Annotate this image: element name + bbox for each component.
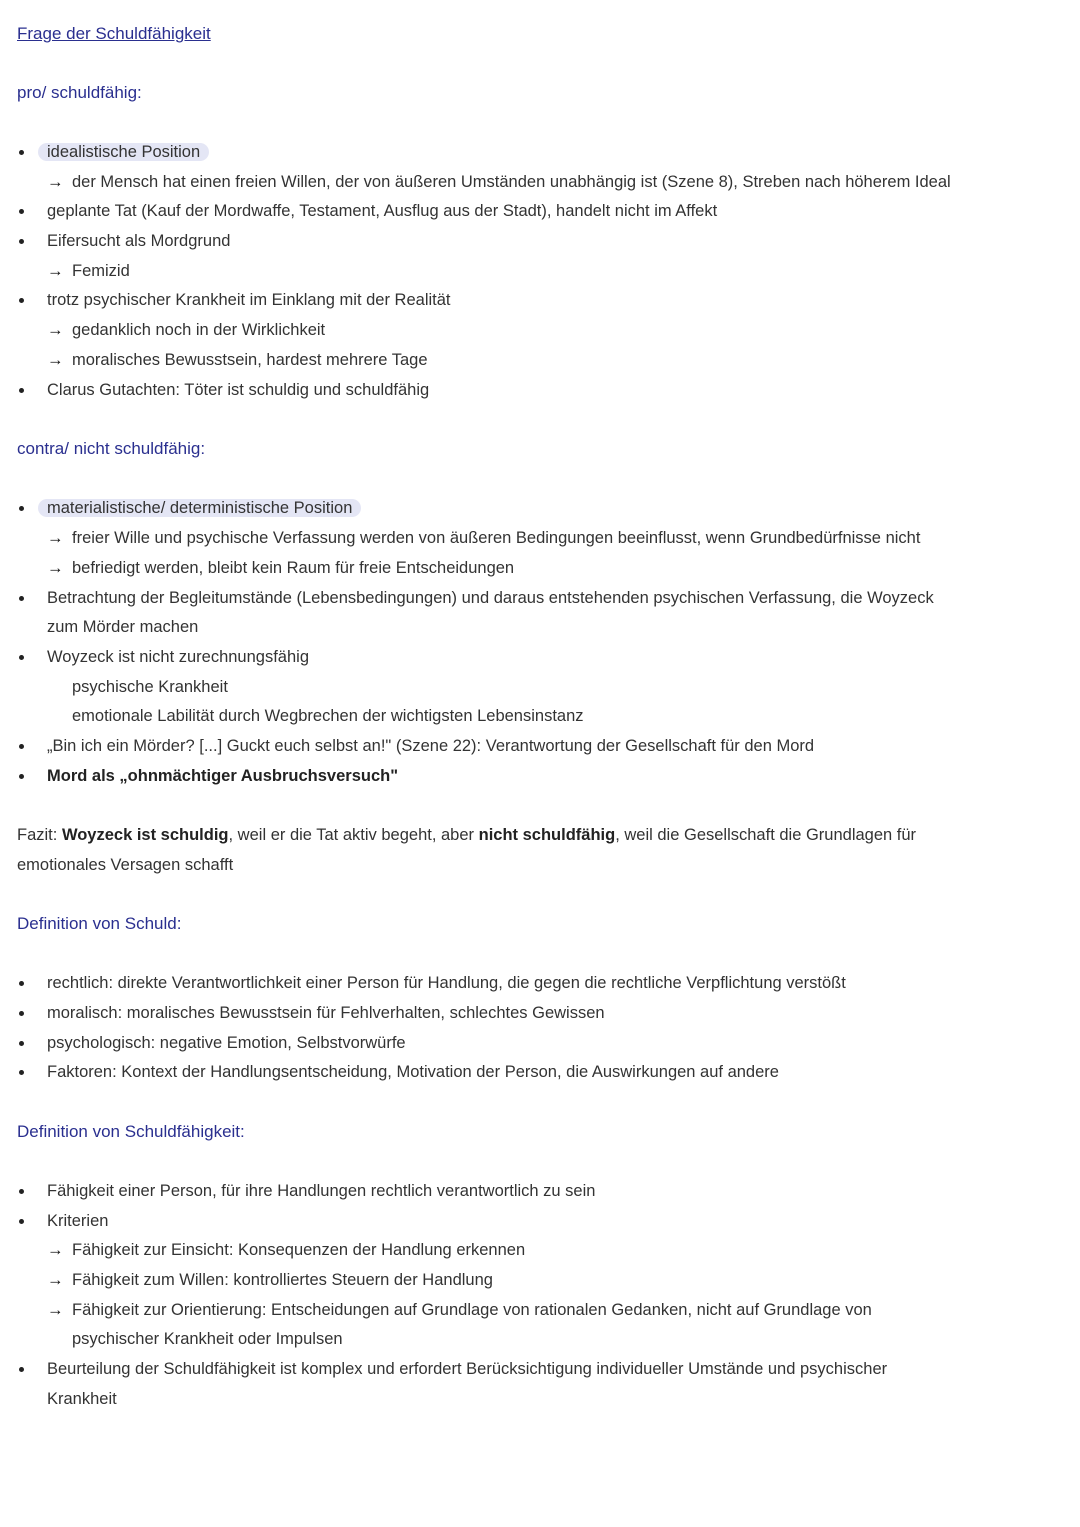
page-title[interactable]: Frage der Schuldfähigkeit <box>17 24 211 43</box>
fazit-line-1 <box>17 824 916 846</box>
schuld-bullet-2: moralisch: moralisches Bewusstsein für Fehlverhalten, schlechtes Gewissen <box>47 1004 605 1022</box>
pro-arrow-1 <box>47 171 951 193</box>
pro-heading: pro/ schuldfähig: <box>17 83 142 102</box>
schuldfaehigkeit-arrow-2 <box>47 1269 493 1291</box>
contra-bullet-2-cont: zum Mörder machen <box>47 618 199 636</box>
schuldfaehigkeit-heading: Definition von Schuldfähigkeit: <box>17 1122 245 1141</box>
highlight: materialistische/ deterministische Position <box>38 499 361 517</box>
schuldfaehigkeit-bullet-3: Beurteilung der Schuldfähigkeit ist komplex und erfordert Berücksichtigung individueller Umstände und psychischer <box>47 1360 888 1378</box>
arrow-icon: → <box>47 173 64 191</box>
fazit-text-2: , weil die Gesellschaft die Grundlagen für <box>615 826 917 844</box>
arrow-icon: → <box>47 321 64 339</box>
schuldfaehigkeit-bullet-1: Fähigkeit einer Person, für ihre Handlungen rechtlich verantwortlich zu sein <box>47 1182 596 1200</box>
contra-bullet-2: Betrachtung der Begleitumstände (Lebensbedingungen) und daraus entstehenden psychischen Verfassung, die Woyzeck <box>47 589 934 607</box>
fazit-text-1: , weil er die Tat aktiv begeht, aber <box>228 826 479 844</box>
arrow-icon: → <box>47 262 64 280</box>
pro-arrow-4a <box>47 319 325 341</box>
schuldfaehigkeit-bullet-3-cont: Krankheit <box>47 1390 117 1408</box>
arrow-icon: → <box>47 1301 64 1319</box>
schuld-bullet-3: psychologisch: negative Emotion, Selbstvorwürfe <box>47 1034 406 1052</box>
pro-arrow-4b-text: moralisches Bewusstsein, hardest mehrere Tage <box>72 351 428 369</box>
pro-arrow-4b <box>47 349 428 371</box>
contra-sub-3b: emotionale Labilität durch Wegbrechen der wichtigsten Lebensinstanz <box>72 707 584 725</box>
schuld-heading: Definition von Schuld: <box>17 914 182 933</box>
pro-bullet-1 <box>47 141 209 163</box>
contra-sub-3a: psychische Krankheit <box>72 678 228 696</box>
fazit-bold-2: nicht schuldfähig <box>478 826 616 844</box>
pro-arrow-1-text: der Mensch hat einen freien Willen, der von äußeren Umständen unabhängig ist (Szene 8), Streben nach höherem Ideal <box>72 173 951 191</box>
pro-arrow-3 <box>47 260 130 282</box>
pro-bullet-5: Clarus Gutachten: Töter ist schuldig und schuldfähig <box>47 381 430 399</box>
arrow-icon: → <box>47 529 64 547</box>
contra-arrow-1a-text: freier Wille und psychische Verfassung werden von äußeren Bedingungen beeinflusst, wenn Grundbedürfnisse nicht <box>72 529 921 547</box>
highlight: idealistische Position <box>38 143 209 161</box>
pro-bullet-2: geplante Tat (Kauf der Mordwaffe, Testament, Ausflug aus der Stadt), handelt nicht im Affekt <box>47 202 718 220</box>
pro-bullet-4: trotz psychischer Krankheit im Einklang mit der Realität <box>47 291 451 309</box>
schuldfaehigkeit-arrow-3-cont: psychischer Krankheit oder Impulsen <box>72 1330 343 1348</box>
pro-arrow-4a-text: gedanklich noch in der Wirklichkeit <box>72 321 326 339</box>
fazit-label: Fazit: <box>17 826 58 844</box>
schuldfaehigkeit-arrow-1 <box>47 1239 525 1261</box>
arrow-icon: → <box>47 559 64 577</box>
contra-arrow-1b-text: befriedigt werden, bleibt kein Raum für freie Entscheidungen <box>72 559 515 577</box>
arrow-icon: → <box>47 1241 64 1259</box>
fazit-line-2: emotionales Versagen schafft <box>17 856 234 874</box>
contra-arrow-1b <box>47 557 514 579</box>
contra-bullet-1 <box>47 497 361 519</box>
arrow-icon: → <box>47 1271 64 1289</box>
schuldfaehigkeit-bullet-2: Kriterien <box>47 1212 109 1230</box>
contra-heading: contra/ nicht schuldfähig: <box>17 439 206 458</box>
schuldfaehigkeit-arrow-3 <box>47 1299 872 1321</box>
schuldfaehigkeit-arrow-1-text: Fähigkeit zur Einsicht: Konsequenzen der Handlung erkennen <box>72 1241 526 1259</box>
schuld-bullet-1: rechtlich: direkte Verantwortlichkeit einer Person für Handlung, die gegen die rechtliche Verpflichtung verstößt <box>47 974 846 992</box>
schuld-bullet-4: Faktoren: Kontext der Handlungsentscheidung, Motivation der Person, die Auswirkungen auf andere <box>47 1063 779 1081</box>
arrow-icon: → <box>47 351 64 369</box>
contra-bullet-3: Woyzeck ist nicht zurechnungsfähig <box>47 648 309 666</box>
contra-arrow-1a <box>47 527 920 549</box>
schuldfaehigkeit-arrow-3-text: Fähigkeit zur Orientierung: Entscheidungen auf Grundlage von rationalen Gedanken, nicht auf Grundlage von <box>72 1301 872 1319</box>
pro-bullet-3: Eifersucht als Mordgrund <box>47 232 231 250</box>
fazit-bold-1: Woyzeck ist schuldig <box>61 826 229 844</box>
contra-bullet-5: Mord als „ohnmächtiger Ausbruchsversuch" <box>47 767 399 785</box>
contra-bullet-4: „Bin ich ein Mörder? [...] Guckt euch selbst an!" (Szene 22): Verantwortung der Gesellschaft für den Mord <box>47 737 815 755</box>
schuldfaehigkeit-arrow-2-text: Fähigkeit zum Willen: kontrolliertes Steuern der Handlung <box>72 1271 493 1289</box>
pro-arrow-3-text: Femizid <box>72 262 130 280</box>
